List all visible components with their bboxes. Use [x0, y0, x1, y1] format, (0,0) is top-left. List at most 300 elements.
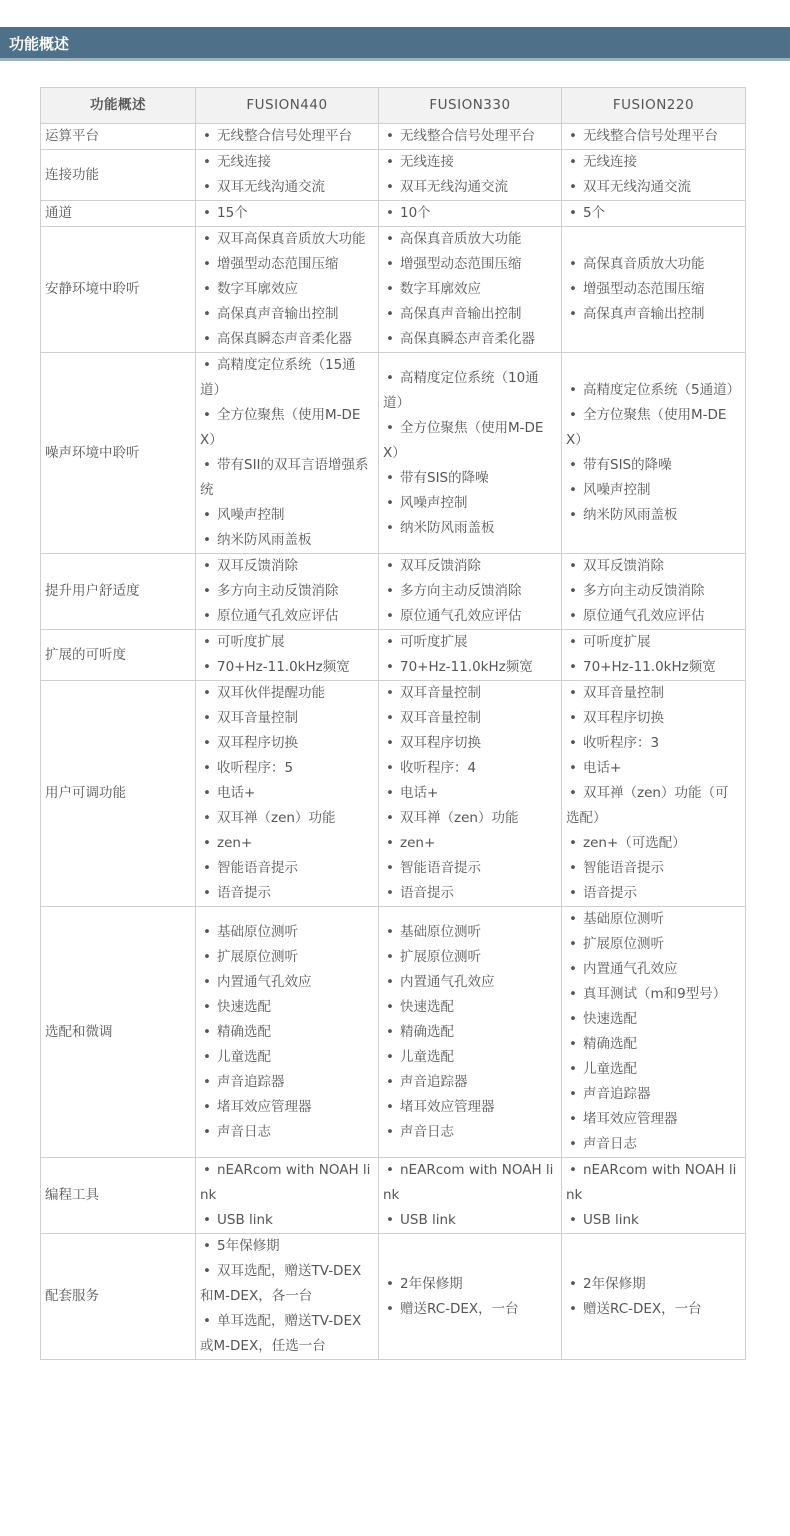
- table-cell: [196, 554, 379, 630]
- list-item: [383, 366, 557, 416]
- list-item: [200, 881, 374, 906]
- table-cell: [562, 907, 746, 1158]
- bullet-icon: •: [203, 306, 211, 322]
- feature-list: [566, 201, 741, 226]
- list-item: [200, 579, 374, 604]
- row-feature-label: 选配和微调: [41, 907, 196, 1158]
- list-item-text: 增强型动态范围压缩: [583, 281, 705, 297]
- bullet-icon: •: [386, 885, 394, 901]
- table-cell: [196, 227, 379, 353]
- table-row: [41, 1234, 746, 1360]
- bullet-icon: •: [569, 860, 577, 876]
- list-item-text: 收听程序：4: [400, 760, 477, 776]
- bullet-icon: •: [203, 923, 211, 940]
- table-cell: [562, 1234, 746, 1360]
- list-item: [383, 945, 557, 970]
- list-item-text: 快速选配: [583, 1011, 637, 1027]
- column-header-fusion330: FUSION330: [379, 88, 562, 124]
- bullet-icon: •: [569, 1036, 577, 1052]
- bullet-icon: •: [203, 231, 211, 247]
- list-item: [383, 604, 557, 629]
- list-item-text: 高保真声音输出控制: [583, 306, 705, 322]
- bullet-icon: •: [203, 1212, 211, 1228]
- bullet-icon: •: [386, 998, 394, 1015]
- table-row: [41, 353, 746, 554]
- section-header-bar: [0, 27, 790, 61]
- list-item: [200, 327, 374, 352]
- list-item: [566, 150, 741, 175]
- section-title: 功能概述: [9, 35, 70, 53]
- list-item: [200, 920, 374, 945]
- list-item: [200, 604, 374, 629]
- list-item-text: 智能语音提示: [400, 860, 481, 876]
- feature-list: [383, 201, 557, 226]
- bullet-icon: •: [569, 382, 577, 398]
- list-item-text: 增强型动态范围压缩: [217, 256, 339, 272]
- list-item: [200, 1070, 374, 1095]
- table-cell: [562, 1158, 746, 1234]
- feature-list: [200, 920, 374, 1145]
- bullet-icon: •: [203, 1098, 211, 1115]
- list-item-text: 全方位聚焦（使用M-DEX）: [383, 419, 544, 461]
- bullet-icon: •: [386, 659, 394, 675]
- list-item: [383, 630, 557, 655]
- bullet-icon: •: [203, 659, 211, 675]
- bullet-icon: •: [569, 1086, 577, 1102]
- list-item: [383, 781, 557, 806]
- bullet-icon: •: [569, 911, 577, 927]
- bullet-icon: •: [569, 128, 577, 144]
- bullet-icon: •: [203, 998, 211, 1015]
- bullet-icon: •: [569, 256, 577, 272]
- list-item-text: 可听度扩展: [217, 634, 285, 650]
- list-item-text: 扩展原位测听: [400, 948, 481, 965]
- list-item-text: 原位通气孔效应评估: [400, 608, 522, 624]
- list-item-text: 堵耳效应管理器: [583, 1111, 678, 1127]
- list-item-text: 真耳测试（m和9型号）: [583, 986, 727, 1002]
- list-item-text: 声音追踪器: [583, 1086, 651, 1102]
- table-row: [41, 907, 746, 1158]
- feature-list: [383, 681, 557, 906]
- bullet-icon: •: [386, 1073, 394, 1090]
- bullet-icon: •: [203, 608, 211, 624]
- list-item-text: 可听度扩展: [400, 634, 468, 650]
- list-item: [383, 1158, 557, 1208]
- list-item: [200, 1259, 374, 1309]
- list-item-text: 双耳伙伴提醒功能: [217, 685, 325, 701]
- list-item: [383, 516, 557, 541]
- list-item-text: 快速选配: [217, 998, 271, 1015]
- list-item-text: 电话+: [217, 785, 256, 801]
- list-item: [383, 1208, 557, 1233]
- table-cell: [379, 227, 562, 353]
- feature-list: [566, 252, 741, 327]
- bullet-icon: •: [386, 860, 394, 876]
- list-item-text: 原位通气孔效应评估: [583, 608, 705, 624]
- bullet-icon: •: [203, 760, 211, 776]
- bullet-icon: •: [386, 810, 394, 826]
- list-item-text: 双耳无线沟通交流: [583, 179, 691, 195]
- list-item: [200, 150, 374, 175]
- list-item: [383, 1045, 557, 1070]
- bullet-icon: •: [569, 407, 577, 423]
- bullet-icon: •: [203, 810, 211, 826]
- list-item: [200, 1309, 374, 1359]
- list-item: [200, 806, 374, 831]
- feature-list: [383, 366, 557, 541]
- row-feature-label: 扩展的可听度: [41, 630, 196, 681]
- list-item: [200, 453, 374, 503]
- bullet-icon: •: [386, 558, 394, 574]
- feature-list: [566, 150, 741, 200]
- bullet-icon: •: [386, 608, 394, 624]
- feature-list: [383, 1158, 557, 1233]
- list-item-text: 智能语音提示: [217, 860, 298, 876]
- list-item: [200, 175, 374, 200]
- bullet-icon: •: [569, 760, 577, 776]
- list-item: [383, 1070, 557, 1095]
- list-item: [383, 995, 557, 1020]
- feature-list: [566, 630, 741, 680]
- list-item: [200, 655, 374, 680]
- list-item-text: 双耳程序切换: [217, 735, 298, 751]
- bullet-icon: •: [569, 482, 577, 498]
- bullet-icon: •: [569, 885, 577, 901]
- list-item-text: 电话+: [400, 785, 439, 801]
- list-item: [200, 856, 374, 881]
- list-item-text: 双耳选配，赠送TV-DEX和M-DEX，各一台: [200, 1263, 362, 1304]
- list-item: [566, 277, 741, 302]
- list-item-text: 语音提示: [217, 885, 271, 901]
- list-item-text: 内置通气孔效应: [217, 973, 312, 990]
- bullet-icon: •: [569, 835, 577, 851]
- list-item: [383, 227, 557, 252]
- bullet-icon: •: [203, 558, 211, 574]
- list-item-text: 儿童选配: [400, 1048, 454, 1065]
- list-item: [566, 907, 741, 932]
- table-cell: [379, 681, 562, 907]
- list-item: [383, 1297, 557, 1322]
- bullet-icon: •: [569, 1061, 577, 1077]
- list-item: [566, 1107, 741, 1132]
- bullet-icon: •: [569, 583, 577, 599]
- bullet-icon: •: [386, 785, 394, 801]
- bullet-icon: •: [203, 835, 211, 851]
- feature-list: [383, 554, 557, 629]
- list-item: [566, 378, 741, 403]
- list-item-text: 收听程序：3: [583, 735, 660, 751]
- bullet-icon: •: [569, 608, 577, 624]
- table-row: [41, 227, 746, 353]
- list-item: [383, 1095, 557, 1120]
- list-item-text: 无线整合信号处理平台: [400, 128, 535, 144]
- list-item: [383, 554, 557, 579]
- list-item: [566, 630, 741, 655]
- list-item: [200, 227, 374, 252]
- list-item: [383, 1272, 557, 1297]
- list-item: [383, 150, 557, 175]
- bullet-icon: •: [386, 128, 394, 144]
- list-item: [566, 1297, 741, 1322]
- list-item: [566, 124, 741, 149]
- table-cell: [196, 150, 379, 201]
- bullet-icon: •: [386, 760, 394, 776]
- table-cell: [379, 124, 562, 150]
- list-item-text: 声音追踪器: [400, 1073, 468, 1090]
- feature-list: [566, 907, 741, 1157]
- feature-list: [566, 378, 741, 528]
- bullet-icon: •: [203, 583, 211, 599]
- list-item-text: 70+Hz-11.0kHz频宽: [217, 659, 350, 675]
- list-item-text: nEARcom with NOAH link: [566, 1162, 737, 1203]
- feature-list: [383, 1272, 557, 1322]
- list-item: [200, 1045, 374, 1070]
- list-item-text: 增强型动态范围压缩: [400, 256, 522, 272]
- bullet-icon: •: [569, 961, 577, 977]
- list-item-text: 基础原位测听: [217, 923, 298, 940]
- row-feature-label: 提升用户舒适度: [41, 554, 196, 630]
- column-header-fusion440: FUSION440: [196, 88, 379, 124]
- list-item-text: 双耳程序切换: [400, 735, 481, 751]
- list-item-text: 扩展原位测听: [583, 936, 664, 952]
- bullet-icon: •: [569, 1162, 577, 1178]
- list-item: [383, 831, 557, 856]
- bullet-icon: •: [569, 507, 577, 523]
- row-feature-label: 运算平台: [41, 124, 196, 150]
- table-cell: [196, 1158, 379, 1234]
- bullet-icon: •: [386, 973, 394, 990]
- row-feature-label: 编程工具: [41, 1158, 196, 1234]
- list-item-text: 风噪声控制: [217, 507, 285, 523]
- bullet-icon: •: [203, 507, 211, 523]
- bullet-icon: •: [386, 923, 394, 940]
- table-cell: [562, 353, 746, 554]
- list-item: [566, 1272, 741, 1297]
- list-item: [566, 932, 741, 957]
- list-item: [383, 491, 557, 516]
- table-cell: [562, 681, 746, 907]
- list-item: [383, 466, 557, 491]
- table-cell: [562, 124, 746, 150]
- feature-list: [200, 681, 374, 906]
- list-item: [383, 175, 557, 200]
- list-item: [566, 756, 741, 781]
- table-header-row: [41, 88, 746, 124]
- list-item: [566, 453, 741, 478]
- bullet-icon: •: [203, 281, 211, 297]
- list-item-text: 无线整合信号处理平台: [583, 128, 718, 144]
- list-item-text: 15个: [217, 205, 248, 221]
- list-item: [566, 302, 741, 327]
- list-item: [566, 1158, 741, 1208]
- list-item-text: 可听度扩展: [583, 634, 651, 650]
- bullet-icon: •: [386, 519, 394, 536]
- bullet-icon: •: [569, 1212, 577, 1228]
- list-item: [566, 681, 741, 706]
- list-item-text: 带有SIS的降噪: [400, 469, 489, 486]
- feature-list: [200, 150, 374, 200]
- list-item-text: 纳米防风雨盖板: [400, 519, 495, 536]
- bullet-icon: •: [386, 1048, 394, 1065]
- list-item-text: 儿童选配: [583, 1061, 637, 1077]
- list-item-text: 声音日志: [217, 1123, 271, 1140]
- bullet-icon: •: [569, 986, 577, 1002]
- list-item: [566, 1132, 741, 1157]
- bullet-icon: •: [203, 154, 211, 170]
- list-item-text: 无线连接: [400, 154, 454, 170]
- list-item: [200, 681, 374, 706]
- list-item: [566, 1082, 741, 1107]
- bullet-icon: •: [386, 306, 394, 322]
- list-item: [566, 856, 741, 881]
- table-cell: [196, 124, 379, 150]
- row-feature-label: 配套服务: [41, 1234, 196, 1360]
- feature-list: [200, 554, 374, 629]
- list-item-text: USB link: [217, 1212, 273, 1228]
- table-cell: [562, 227, 746, 353]
- table-row: [41, 1158, 746, 1234]
- table-cell: [562, 630, 746, 681]
- table-cell: [196, 353, 379, 554]
- bullet-icon: •: [386, 1162, 394, 1178]
- bullet-icon: •: [386, 583, 394, 599]
- bullet-icon: •: [386, 1098, 394, 1115]
- list-item-text: 语音提示: [583, 885, 637, 901]
- list-item-text: 无线整合信号处理平台: [217, 128, 352, 144]
- feature-list: [200, 1234, 374, 1359]
- bullet-icon: •: [569, 685, 577, 701]
- feature-list: [200, 124, 374, 149]
- bullet-icon: •: [569, 281, 577, 297]
- list-item: [200, 1120, 374, 1145]
- bullet-icon: •: [569, 710, 577, 726]
- bullet-icon: •: [386, 948, 394, 965]
- row-feature-label: 用户可调功能: [41, 681, 196, 907]
- bullet-icon: •: [386, 710, 394, 726]
- bullet-icon: •: [386, 331, 394, 347]
- feature-list: [383, 630, 557, 680]
- feature-list: [200, 353, 374, 553]
- bullet-icon: •: [203, 128, 211, 144]
- table-body: [41, 124, 746, 1360]
- bullet-icon: •: [569, 1011, 577, 1027]
- bullet-icon: •: [203, 885, 211, 901]
- bullet-icon: •: [386, 1123, 394, 1140]
- list-item: [200, 528, 374, 553]
- list-item: [566, 1208, 741, 1233]
- table-row: [41, 681, 746, 907]
- column-header-fusion220: FUSION220: [562, 88, 746, 124]
- bullet-icon: •: [203, 710, 211, 726]
- list-item: [383, 681, 557, 706]
- feature-list: [200, 630, 374, 680]
- feature-list: [200, 1158, 374, 1233]
- list-item: [383, 756, 557, 781]
- list-item: [200, 277, 374, 302]
- list-item: [200, 781, 374, 806]
- list-item-text: 精确选配: [217, 1023, 271, 1040]
- list-item: [200, 1020, 374, 1045]
- list-item-text: 双耳音量控制: [400, 710, 481, 726]
- list-item: [200, 756, 374, 781]
- bullet-icon: •: [386, 256, 394, 272]
- bullet-icon: •: [386, 1275, 394, 1292]
- list-item-text: 带有SIS的降噪: [583, 457, 672, 473]
- bullet-icon: •: [386, 1300, 394, 1317]
- row-feature-label: 安静环境中聆听: [41, 227, 196, 353]
- list-item-text: 高保真瞬态声音柔化器: [400, 331, 535, 347]
- table-cell: [562, 554, 746, 630]
- list-item: [200, 731, 374, 756]
- list-item-text: 双耳音量控制: [583, 685, 664, 701]
- bullet-icon: •: [203, 634, 211, 650]
- list-item: [383, 124, 557, 149]
- bullet-icon: •: [386, 281, 394, 297]
- list-item-text: 高保真音质放大功能: [400, 231, 522, 247]
- bullet-icon: •: [569, 659, 577, 675]
- feature-list: [383, 920, 557, 1145]
- bullet-icon: •: [569, 179, 577, 195]
- list-item-text: nEARcom with NOAH link: [200, 1162, 371, 1203]
- list-item-text: zen+: [217, 835, 253, 851]
- list-item: [566, 831, 741, 856]
- list-item: [566, 982, 741, 1007]
- list-item: [383, 731, 557, 756]
- list-item-text: 数字耳廓效应: [400, 281, 481, 297]
- list-item-text: 语音提示: [400, 885, 454, 901]
- feature-list: [566, 124, 741, 149]
- table-cell: [196, 907, 379, 1158]
- list-item: [383, 327, 557, 352]
- list-item-text: 基础原位测听: [400, 923, 481, 940]
- list-item: [200, 970, 374, 995]
- bullet-icon: •: [569, 634, 577, 650]
- table-cell: [562, 201, 746, 227]
- row-feature-label: 噪声环境中聆听: [41, 353, 196, 554]
- list-item: [200, 630, 374, 655]
- list-item-text: 声音日志: [583, 1136, 637, 1152]
- row-feature-label: 通道: [41, 201, 196, 227]
- bullet-icon: •: [386, 835, 394, 851]
- bullet-icon: •: [569, 1136, 577, 1152]
- list-item-text: 带有SII的双耳言语增强系统: [200, 457, 369, 498]
- list-item-text: 电话+: [583, 760, 622, 776]
- bullet-icon: •: [203, 735, 211, 751]
- table-cell: [379, 1158, 562, 1234]
- feature-list: [383, 227, 557, 352]
- list-item: [200, 706, 374, 731]
- bullet-icon: •: [569, 457, 577, 473]
- list-item: [566, 731, 741, 756]
- list-item: [383, 1020, 557, 1045]
- list-item-text: 堵耳效应管理器: [217, 1098, 312, 1115]
- bullet-icon: •: [569, 735, 577, 751]
- list-item: [200, 995, 374, 1020]
- bullet-icon: •: [569, 1300, 577, 1317]
- table-cell: [562, 150, 746, 201]
- bullet-icon: •: [569, 785, 577, 801]
- bullet-icon: •: [203, 1123, 211, 1140]
- bullet-icon: •: [203, 1313, 211, 1329]
- list-item: [566, 781, 741, 831]
- feature-list: [566, 1272, 741, 1322]
- list-item-text: 2年保修期: [400, 1275, 463, 1292]
- bullet-icon: •: [386, 469, 394, 486]
- column-header-feature: 功能概述: [41, 88, 196, 124]
- list-item-text: 双耳无线沟通交流: [217, 179, 325, 195]
- feature-list: [566, 681, 741, 906]
- table-row: [41, 124, 746, 150]
